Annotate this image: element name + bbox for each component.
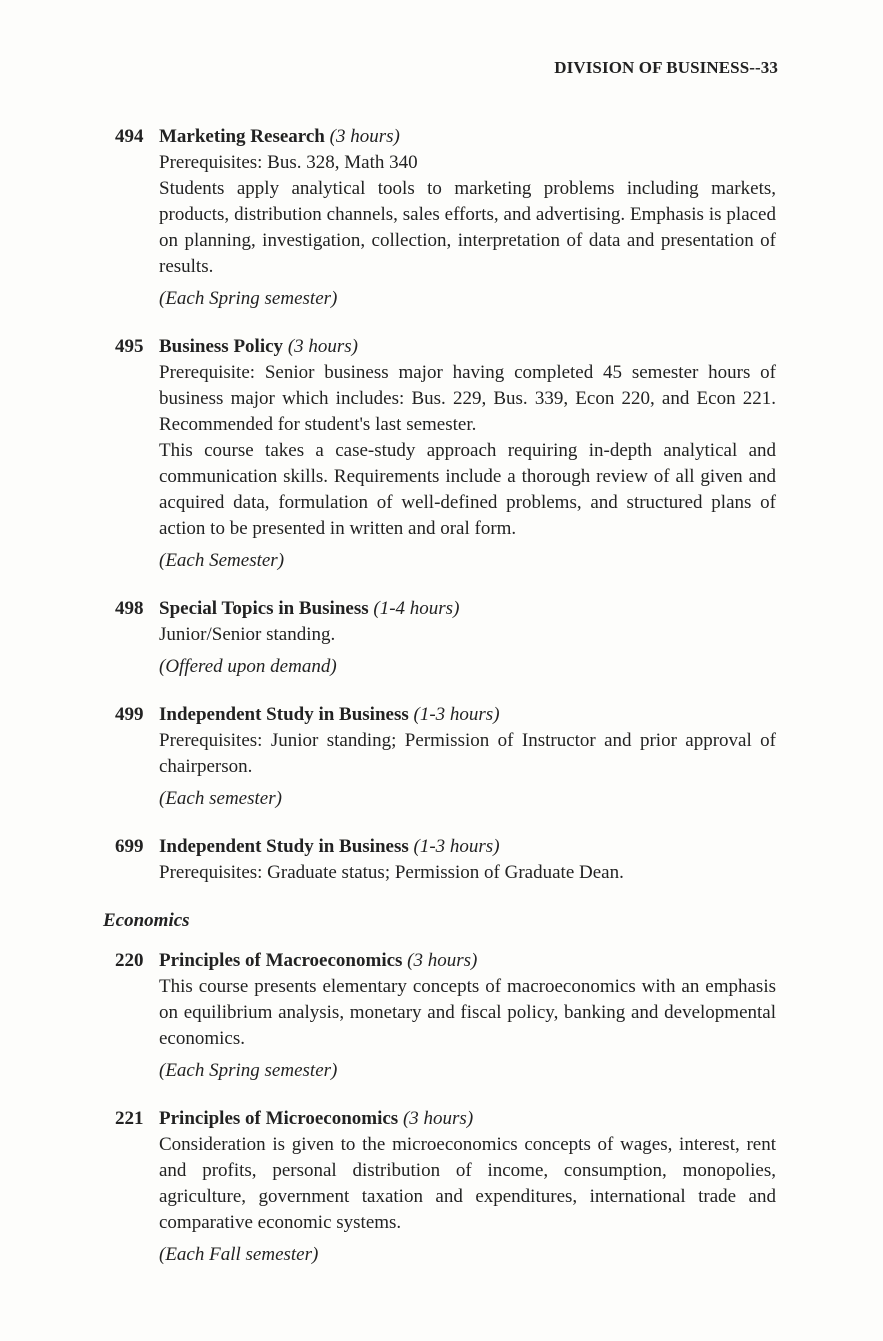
course-prerequisites: Prerequisite: Senior business major having completed 45 semester hours of business major which includes: Bus. 229, Bus. 339, Econ 220, and Econ 221. Recommended for student's last semester. (159, 362, 776, 435)
course-title: Marketing Research (159, 126, 325, 147)
course-entry (0, 1106, 776, 1268)
course-title: Independent Study in Business (159, 836, 409, 857)
course-entry (0, 948, 776, 1084)
course-schedule: (Each Semester) (159, 550, 285, 571)
course-heading (159, 948, 776, 974)
course-title: Special Topics in Business (159, 598, 369, 619)
course-prerequisites: Prerequisites: Junior standing; Permission of Instructor and prior approval of chairperson. (159, 730, 776, 777)
section-heading-economics: Economics (103, 910, 190, 931)
course-hours: (3 hours) (329, 126, 400, 147)
course-title: Business Policy (159, 336, 284, 357)
course-schedule: (Each Spring semester) (159, 1060, 338, 1081)
course-prerequisites: Prerequisites: Bus. 328, Math 340 (159, 152, 418, 173)
course-hours: (3 hours) (407, 950, 478, 971)
course-entry (0, 124, 776, 312)
course-title: Principles of Macroeconomics (159, 950, 403, 971)
page-content (0, 124, 883, 1290)
course-entry (0, 596, 776, 680)
course-heading (159, 596, 776, 622)
course-schedule: (Each Spring semester) (159, 288, 338, 309)
course-title: Principles of Microeconomics (159, 1108, 399, 1129)
course-number: 499 (115, 704, 144, 725)
course-description: This course presents elementary concepts of macroeconomics with an emphasis on equilibrium analysis, monetary and fiscal policy, banking and developmental economics. (159, 976, 776, 1049)
course-hours: (3 hours) (402, 1108, 474, 1129)
course-prerequisites: Prerequisites: Graduate status; Permission of Graduate Dean. (159, 862, 624, 883)
course-hours: (1-4 hours) (373, 598, 460, 619)
course-hours: (1-3 hours) (413, 836, 500, 857)
course-number: 495 (115, 336, 144, 357)
course-prerequisites: Junior/Senior standing. (159, 624, 336, 645)
course-entry (0, 334, 776, 574)
course-entry (0, 702, 776, 812)
course-heading (159, 334, 776, 360)
course-entry (0, 834, 776, 886)
course-heading (159, 702, 776, 728)
course-number: 498 (115, 598, 144, 619)
course-heading (159, 834, 776, 860)
page-header: DIVISION OF BUSINESS--33 (554, 58, 778, 77)
course-schedule: (Each semester) (159, 788, 282, 809)
course-heading (159, 1106, 776, 1132)
course-description: Students apply analytical tools to marketing problems including markets, products, distribution channels, sales efforts, and advertising. Emphasis is placed on planning, investigation, collection, interpretation of data and presentation of results. (159, 178, 776, 277)
course-schedule: (Each Fall semester) (159, 1244, 319, 1265)
course-heading (159, 124, 776, 150)
course-number: 494 (115, 126, 144, 147)
course-number: 220 (115, 950, 144, 971)
course-description: Consideration is given to the microeconomics concepts of wages, interest, rent and profits, personal distribution of income, consumption, monopolies, agriculture, government taxation and expenditures, international trade and comparative economic systems. (159, 1134, 776, 1233)
course-number: 699 (115, 836, 144, 857)
course-number: 221 (115, 1108, 144, 1129)
course-title: Independent Study in Business (159, 704, 409, 725)
course-description: This course takes a case-study approach requiring in-depth analytical and communication skills. Requirements include a thorough review of all given and acquired data, formulation of well-defined problems, and structured plans of action to be presented in written and oral form. (159, 440, 776, 539)
course-hours: (1-3 hours) (413, 704, 500, 725)
course-schedule: (Offered upon demand) (159, 656, 337, 677)
course-hours: (3 hours) (287, 336, 359, 357)
